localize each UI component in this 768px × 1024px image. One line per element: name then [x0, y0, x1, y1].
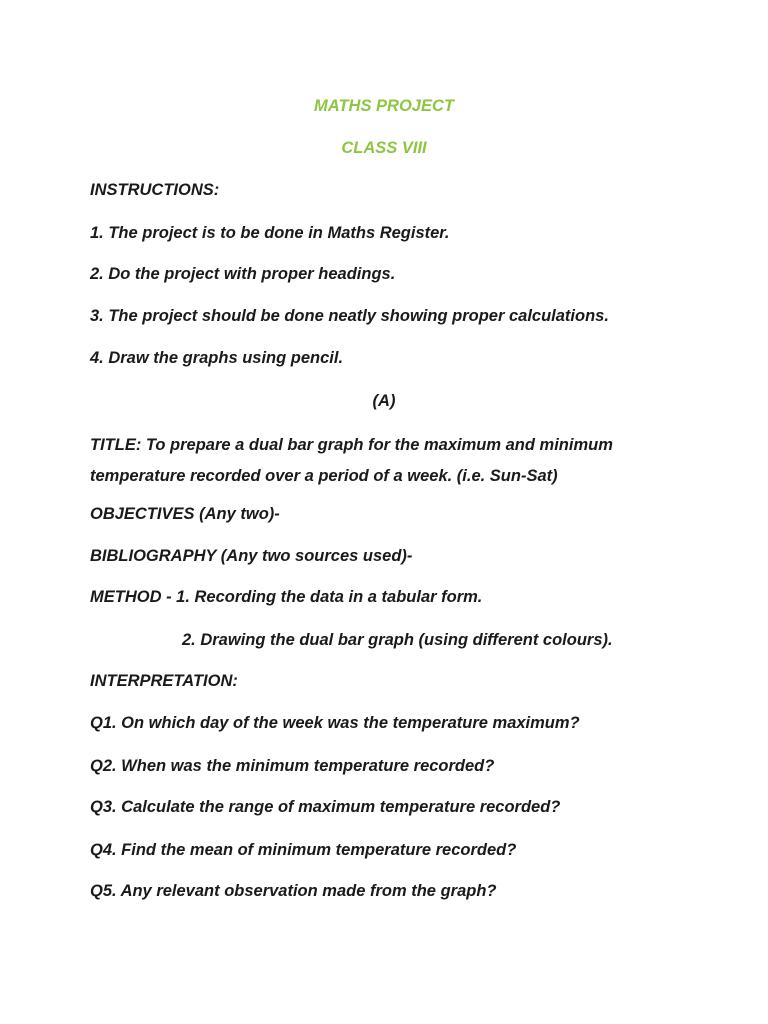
bibliography-line: BIBLIOGRAPHY (Any two sources used)- [90, 547, 413, 565]
question-3: Q3. Calculate the range of maximum temperature recorded? [90, 798, 561, 816]
question-4: Q4. Find the mean of minimum temperature recorded? [90, 841, 517, 859]
objectives-line: OBJECTIVES (Any two)- [90, 505, 280, 523]
question-2: Q2. When was the minimum temperature recorded? [90, 757, 495, 775]
instruction-item-2: 2. Do the project with proper headings. [90, 265, 396, 283]
section-marker: (A) [372, 392, 396, 410]
class-heading: CLASS VIII [341, 139, 427, 157]
instruction-item-1: 1. The project is to be done in Maths Register. [90, 224, 450, 242]
instruction-item-4: 4. Draw the graphs using pencil. [90, 349, 344, 367]
instructions-label: INSTRUCTIONS: [90, 181, 220, 199]
instruction-item-3: 3. The project should be done neatly showing proper calculations. [90, 307, 609, 325]
interpretation-label: INTERPRETATION: [90, 672, 238, 690]
question-1: Q1. On which day of the week was the temperature maximum? [90, 714, 580, 732]
method-step-1: METHOD - 1. Recording the data in a tabular form. [90, 588, 483, 606]
title-line-2: temperature recorded over a period of a week. (i.e. Sun-Sat) [90, 467, 558, 485]
question-5: Q5. Any relevant observation made from the graph? [90, 882, 497, 900]
project-heading: MATHS PROJECT [314, 97, 454, 115]
project-title [90, 430, 690, 492]
method-step-2: 2. Drawing the dual bar graph (using different colours). [182, 631, 613, 649]
title-line-1: TITLE: To prepare a dual bar graph for the maximum and minimum [90, 436, 613, 454]
